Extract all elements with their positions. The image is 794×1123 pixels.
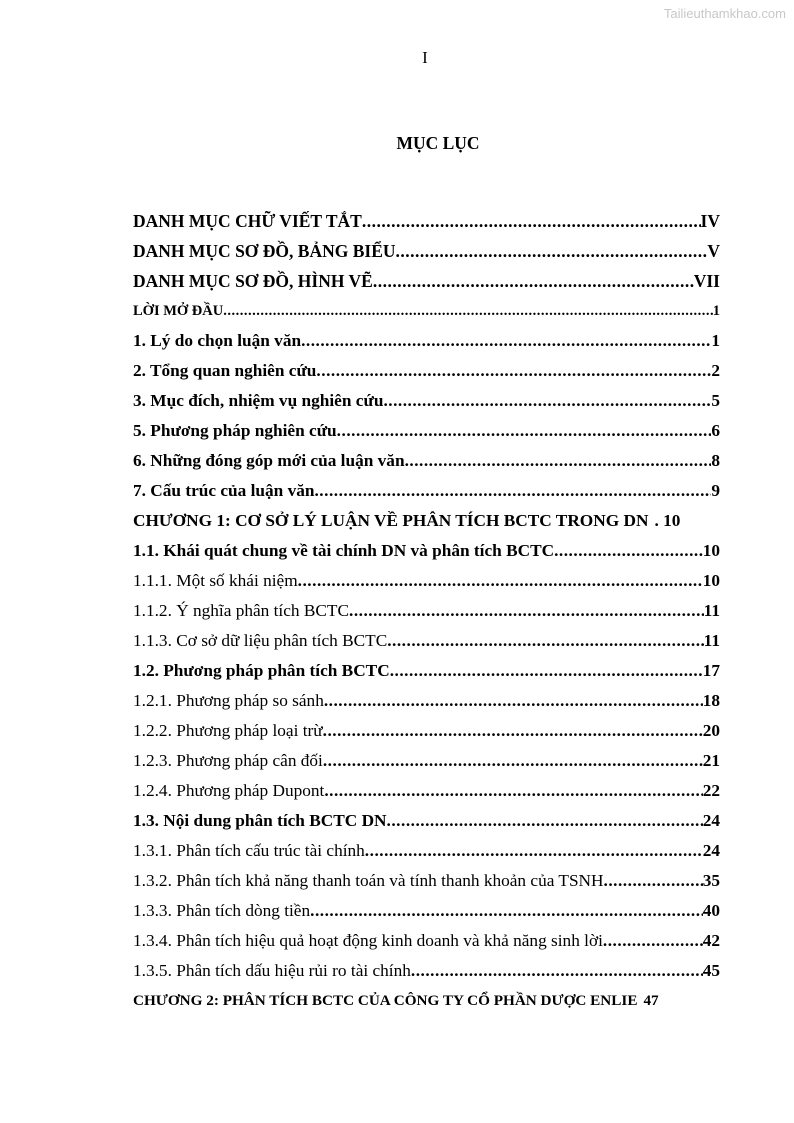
toc-entry-page: 35 — [702, 871, 720, 890]
toc-entry[interactable] — [133, 596, 720, 626]
toc-entry[interactable] — [133, 686, 720, 716]
toc-entry-label: 7. Cấu trúc của luận văn — [133, 481, 315, 500]
toc-leader-dots — [323, 716, 703, 746]
toc-leader-dots — [301, 326, 711, 356]
toc-entry-page: 9 — [711, 481, 720, 500]
toc-leader-dots — [310, 896, 703, 926]
toc-entry-page: 11 — [703, 601, 720, 620]
toc-leader-dots — [387, 626, 703, 656]
toc-leader-dots — [362, 206, 701, 236]
toc-leader-dots — [323, 746, 703, 776]
toc-entry-label: 1.2.2. Phương pháp loại trừ — [133, 721, 323, 740]
toc-leader-dots — [390, 656, 703, 686]
toc-entry-page: 10 — [702, 541, 720, 560]
toc-entry-page: 24 — [702, 811, 720, 830]
toc-entry[interactable] — [133, 266, 720, 296]
toc-leader-dots — [365, 836, 703, 866]
toc-entry[interactable] — [133, 626, 720, 656]
toc-entry[interactable] — [133, 986, 720, 1016]
toc-entry[interactable] — [133, 416, 720, 446]
toc-entry-page: 40 — [702, 901, 720, 920]
toc-entry-page: 6 — [711, 421, 720, 440]
toc-entry-label: 1.2.3. Phương pháp cân đối — [133, 751, 323, 770]
toc-leader-dots — [349, 596, 704, 626]
toc-entry[interactable] — [133, 206, 720, 236]
toc-entry-label: 1.3.5. Phân tích dấu hiệu rủi ro tài chính — [133, 961, 411, 980]
toc-entry-page: 2 — [711, 361, 720, 380]
toc-entry-page: 21 — [702, 751, 720, 770]
toc-entry-page: 8 — [711, 451, 720, 470]
toc-leader-dots — [223, 296, 713, 326]
toc-leader-dots — [603, 926, 703, 956]
toc-entry-label: 5. Phương pháp nghiên cứu — [133, 421, 337, 440]
toc-entry-page: VII — [693, 271, 720, 291]
toc-leader-dots — [554, 536, 703, 566]
toc-leader-dots — [411, 956, 703, 986]
toc-entry-page: . 10 — [654, 511, 681, 530]
toc-leader-dots — [316, 356, 711, 386]
toc-leader-dots — [396, 236, 708, 266]
toc-entry[interactable] — [133, 776, 720, 806]
toc-entry[interactable] — [133, 806, 720, 836]
toc-entry[interactable] — [133, 296, 720, 326]
toc-leader-dots — [373, 266, 694, 296]
toc-entry-label: 1.3.1. Phân tích cấu trúc tài chính — [133, 841, 365, 860]
toc-leader-dots — [337, 416, 712, 446]
toc-entry-label: 1. Lý do chọn luận văn — [133, 331, 302, 350]
toc-leader-dots — [314, 476, 711, 506]
toc-leader-dots — [387, 806, 703, 836]
toc-entry[interactable] — [133, 536, 720, 566]
toc-entry-label: 1.3.3. Phân tích dòng tiền — [133, 901, 311, 920]
toc-entry-label: CHƯƠNG 2: PHÂN TÍCH BCTC CỦA CÔNG TY CỔ PHẦN DƯỢC ENLIE — [133, 992, 638, 1009]
toc-entry-page: 18 — [702, 691, 720, 710]
watermark: Tailieuthamkhao.com — [663, 6, 786, 21]
toc-leader-dots — [405, 446, 712, 476]
toc-entry-page: 10 — [702, 571, 720, 590]
toc-entry-page: 17 — [702, 661, 720, 680]
toc-entry[interactable] — [133, 446, 720, 476]
toc-leader-dots — [298, 566, 703, 596]
toc-entry-label: 1.3.4. Phân tích hiệu quả hoạt động kinh doanh và khả năng sinh lời — [133, 931, 603, 950]
toc-entry-label: 1.2.1. Phương pháp so sánh — [133, 691, 324, 710]
toc-entry[interactable] — [133, 356, 720, 386]
toc-entry-label: 1.1.3. Cơ sở dữ liệu phân tích BCTC — [133, 631, 388, 650]
toc-entry-page: V — [707, 241, 720, 261]
toc-leader-dots — [604, 866, 703, 896]
toc-entry-page: 22 — [702, 781, 720, 800]
toc-entry-page: IV — [700, 211, 720, 231]
toc-leader-dots — [324, 686, 703, 716]
toc-entry-label: 2. Tổng quan nghiên cứu — [133, 361, 317, 380]
toc-leader-dots — [383, 386, 711, 416]
toc-entry[interactable] — [133, 716, 720, 746]
toc-entry-page: 1 — [712, 303, 720, 319]
toc-entry-page: 42 — [702, 931, 720, 950]
toc-entry-label: DANH MỤC SƠ ĐỒ, BẢNG BIỂU — [133, 241, 396, 261]
toc-leader-dots — [324, 776, 702, 806]
toc-entry-page: 11 — [703, 631, 720, 650]
toc-entry[interactable] — [133, 506, 720, 536]
toc-entry-label: 1.1.2. Ý nghĩa phân tích BCTC — [133, 601, 349, 620]
toc-entry[interactable] — [133, 326, 720, 356]
toc-entry[interactable] — [133, 866, 720, 896]
toc-entry-page: 45 — [702, 961, 720, 980]
toc-entry-label: 1.2.4. Phương pháp Dupont — [133, 781, 325, 800]
toc-entry[interactable] — [133, 926, 720, 956]
toc-entry-page: 1 — [711, 331, 720, 350]
toc-entry-label: LỜI MỞ ĐẦU — [133, 303, 224, 319]
toc-entry-label: 1.3.2. Phân tích khả năng thanh toán và tính thanh khoản của TSNH — [133, 871, 604, 890]
toc-entry-label: 1.1.1. Một số khái niệm — [133, 571, 298, 590]
toc-entry[interactable] — [133, 896, 720, 926]
toc-title: MỤC LỤC — [396, 133, 480, 153]
toc-entry-label: DANH MỤC CHỮ VIẾT TẮT — [133, 211, 362, 231]
toc-entry-label: DANH MỤC SƠ ĐỒ, HÌNH VẼ — [133, 271, 373, 291]
toc-entry[interactable] — [133, 746, 720, 776]
toc-entry-page: 20 — [702, 721, 720, 740]
toc-entry-label: 1.3. Nội dung phân tích BCTC DN — [133, 811, 387, 830]
page-number: I — [422, 48, 428, 67]
toc-entry[interactable] — [133, 236, 720, 266]
toc-entry[interactable] — [133, 386, 720, 416]
toc-entry[interactable] — [133, 656, 720, 686]
toc-entry-page: 47 — [643, 992, 659, 1009]
toc-entry-label: 1.1. Khái quát chung về tài chính DN và phân tích BCTC — [133, 541, 555, 560]
toc-entry-label: 6. Những đóng góp mới của luận văn — [133, 451, 405, 470]
toc-entry-label: CHƯƠNG 1: CƠ SỞ LÝ LUẬN VỀ PHÂN TÍCH BCTC TRONG DN — [133, 511, 649, 530]
toc-entry[interactable] — [133, 956, 720, 986]
toc-entry-label: 3. Mục đích, nhiệm vụ nghiên cứu — [133, 391, 384, 410]
toc-entry[interactable] — [133, 566, 720, 596]
toc-entry-page: 24 — [702, 841, 720, 860]
table-of-contents — [133, 206, 720, 1016]
toc-entry-label: 1.2. Phương pháp phân tích BCTC — [133, 661, 390, 680]
toc-entry[interactable] — [133, 836, 720, 866]
toc-entry[interactable] — [133, 476, 720, 506]
toc-entry-page: 5 — [711, 391, 720, 410]
